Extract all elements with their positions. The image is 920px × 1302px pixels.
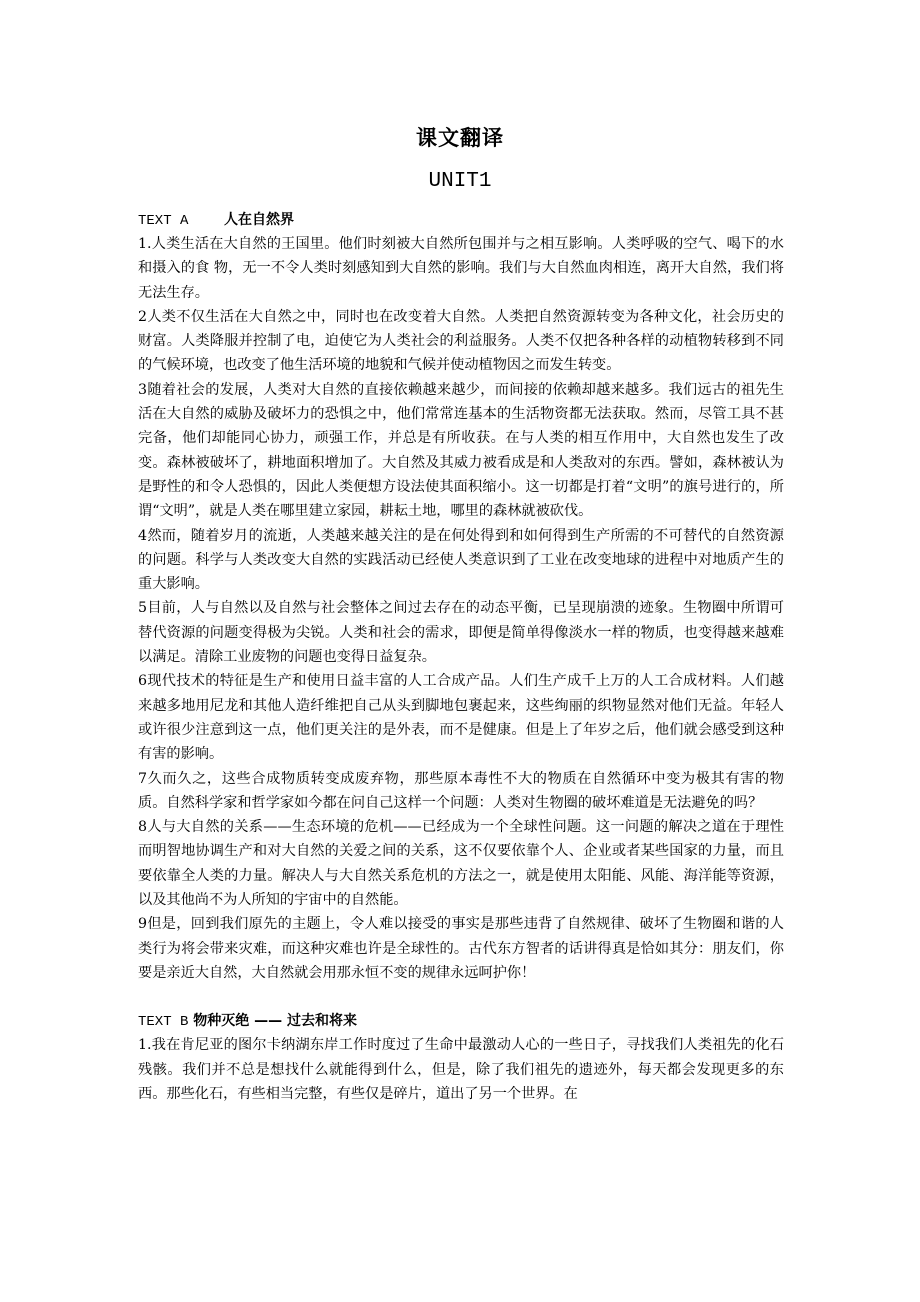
text-a-tag: TEXT A	[138, 213, 189, 229]
section-spacer	[138, 985, 784, 1009]
text-b-paragraph-1: 1.我在肯尼亚的图尔卡纳湖东岸工作时度过了生命中最激动人心的一些日子，寻找我们人类祖先的化石残骸。我们并不总是想找什么就能得到什么，但是，除了我们祖先的遗迹外，每天都会发现更多的东西。那些化石，有些相当完整，有些仅是碎片，道出了另一个世界。在	[138, 1037, 784, 1102]
text-a-paragraph-1: 1.人类生活在大自然的王国里。他们时刻被大自然所包围并与之相互影响。人类呼吸的空气、喝下的水和摄入的食 物，无一不令人类时刻感知到大自然的影响。我们与大自然血肉相连，离开大自然，我们将无法生存。	[138, 236, 784, 301]
document-title: 课文翻译	[416, 126, 504, 150]
document-body	[138, 208, 784, 1106]
text-b-heading	[138, 1009, 784, 1033]
text-a-heading	[138, 208, 784, 232]
text-a-title: 人在自然界	[224, 212, 294, 228]
text-b-title: 物种灭绝 —— 过去和将来	[193, 1013, 358, 1030]
unit-heading: UNIT1	[428, 170, 492, 193]
text-b-tag: TEXT B	[138, 1014, 189, 1031]
text-a-paragraph-4: 4然而，随着岁月的流逝，人类越来越关注的是在何处得到和如何得到生产所需的不可替代的自然资源的问题。科学与人类改变大自然的实践活动已经使人类意识到了工业在改变地球的进程中对地质产生的重大影响。	[138, 527, 784, 593]
text-a-paragraph-6: 6现代技术的特征是生产和使用日益丰富的人工合成产品。人们生产成千上万的人工合成材料。人们越来越多地用尼龙和其他人造纤维把自己从头到脚地包裹起来，这些绚丽的织物显然对他们无益。年轻人或许很少注意到这一点，他们更关注的是外表，而不是健康。但是上了年岁之后，他们就会感受到这种有害的影响。	[138, 673, 784, 763]
text-a-paragraph-3: 3随着社会的发展，人类对大自然的直接依赖越来越少，而间接的依赖却越来越多。我们远古的祖先生活在大自然的威胁及破坏力的恐惧之中，他们常常连基本的生活物资都无法获取。然而，尽管工具不甚完备，他们却能同心协力，顽强工作，并总是有所收获。在与人类的相互作用中，大自然也发生了改变。森林被破坏了，耕地面积增加了。大自然及其威力被看成是和人类敌对的东西。譬如，森林被认为是野性的和令人恐惧的，因此人类便想方设法使其面积缩小。这一切都是打着“文明”的旗号进行的，所谓“文明”，就是人类在哪里建立家园，耕耘土地，哪里的森林就被砍伐。	[138, 381, 784, 520]
text-a-paragraph-9: 9但是，回到我们原先的主题上，令人难以接受的事实是那些违背了自然规律、破坏了生物圈和谐的人类行为将会带来灾难，而这种灾难也许是全球性的。古代东方智者的话讲得真是恰如其分：朋友们，你要是亲近大自然，大自然就会用那永恒不变的规律永远呵护你！	[138, 916, 784, 981]
text-a-paragraph-2: 2人类不仅生活在大自然之中，同时也在改变着大自然。人类把自然资源转变为各种文化，社会历史的财富。人类降服并控制了电，迫使它为人类社会的利益服务。人类不仅把各种各样的动植物转移到不同的气候环境，也改变了他生活环境的地貌和气候并使动植物因之而发生转变。	[138, 308, 784, 374]
text-a-paragraph-5: 5目前，人与自然以及自然与社会整体之间过去存在的动态平衡，已呈现崩溃的迹象。生物圈中所谓可替代资源的问题变得极为尖锐。人类和社会的需求，即便是简单得像淡水一样的物质，也变得越来越难以满足。清除工业废物的问题也变得日益复杂。	[138, 600, 784, 666]
text-a-paragraph-7: 7久而久之，这些合成物质转变成废弃物，那些原本毒性不大的物质在自然循环中变为极其有害的物质。自然科学家和哲学家如今都在问自己这样一个问题：人类对生物圈的破坏难道是无法避免的吗？	[138, 770, 784, 811]
text-a-paragraph-8: 8人与大自然的关系——生态环境的危机——已经成为一个全球性问题。这一问题的解决之道在于理性而明智地协调生产和对大自然的关爱之间的关系，这不仅要依靠个人、企业或者某些国家的力量，而且要依靠全人类的力量。解决人与大自然关系危机的方法之一，就是使用太阳能、风能、海洋能等资源，以及其他尚不为人所知的宇宙中的自然能。	[138, 819, 784, 909]
